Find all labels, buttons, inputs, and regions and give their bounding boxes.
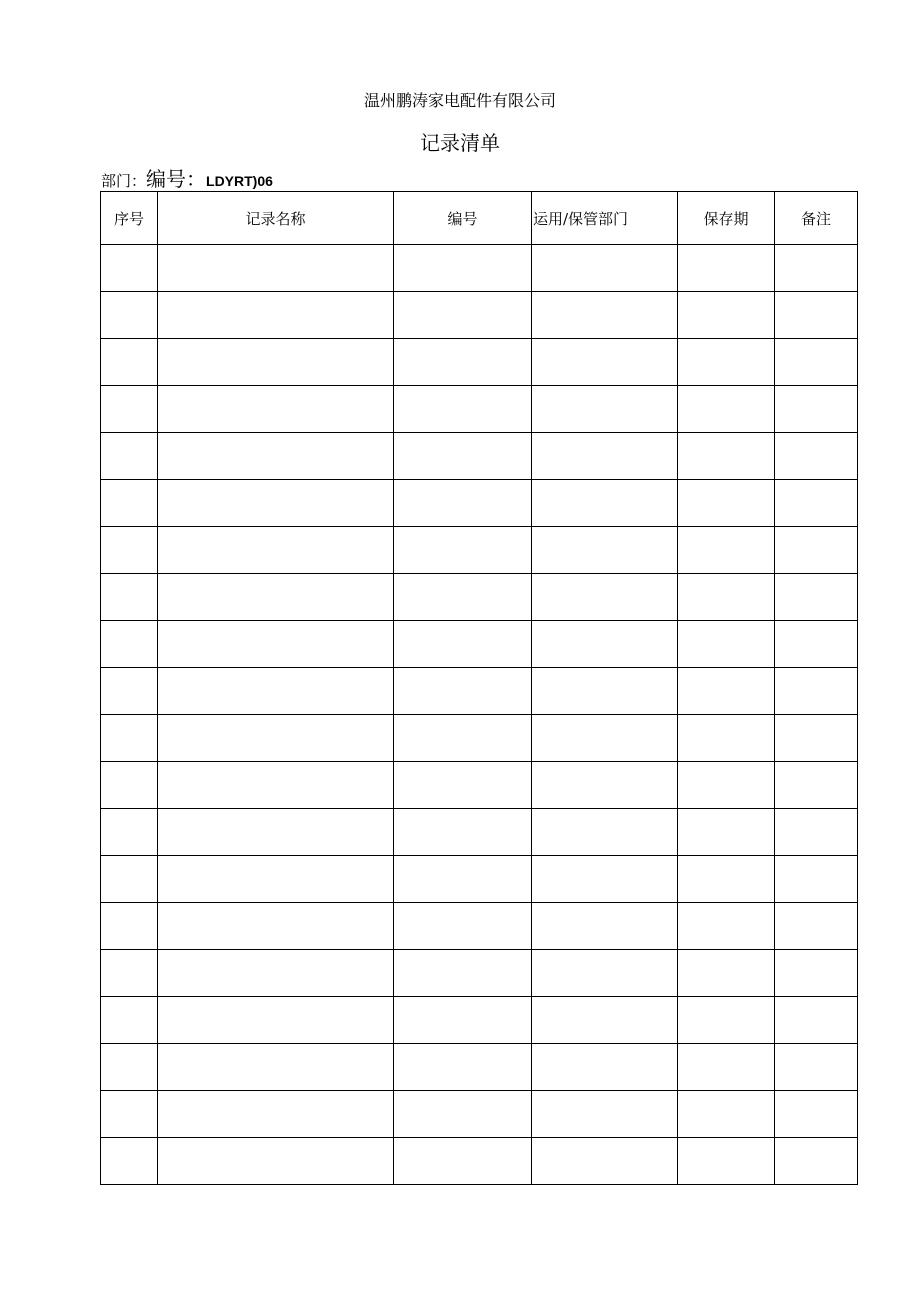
cell-record-name [158,574,394,621]
cell-retention [678,668,775,715]
cell-department [532,386,678,433]
cell-seq [101,1138,158,1185]
table-row [101,809,858,856]
cell-department [532,245,678,292]
cell-department [532,1044,678,1091]
cell-seq [101,245,158,292]
cell-remarks [775,762,858,809]
cell-retention [678,715,775,762]
cell-remarks [775,950,858,997]
cell-retention [678,245,775,292]
cell-record-name [158,715,394,762]
cell-department [532,292,678,339]
cell-code [394,574,532,621]
cell-department [532,433,678,480]
cell-record-name [158,809,394,856]
table-row [101,950,858,997]
cell-code [394,621,532,668]
cell-seq [101,997,158,1044]
cell-remarks [775,527,858,574]
cell-remarks [775,856,858,903]
code-value: LDYRT)06 [206,173,273,189]
cell-retention [678,809,775,856]
cell-retention [678,386,775,433]
column-header-remarks: 备注 [775,192,858,245]
cell-remarks [775,339,858,386]
cell-code [394,1091,532,1138]
cell-seq [101,574,158,621]
cell-code [394,339,532,386]
cell-department [532,480,678,527]
cell-code [394,903,532,950]
cell-retention [678,433,775,480]
cell-record-name [158,1044,394,1091]
cell-department [532,668,678,715]
cell-remarks [775,480,858,527]
cell-record-name [158,762,394,809]
cell-record-name [158,997,394,1044]
cell-remarks [775,292,858,339]
cell-seq [101,386,158,433]
cell-code [394,527,532,574]
cell-record-name [158,433,394,480]
column-header-record-name: 记录名称 [158,192,394,245]
table-row [101,715,858,762]
cell-code [394,856,532,903]
cell-record-name [158,527,394,574]
cell-department [532,1138,678,1185]
cell-code [394,245,532,292]
cell-retention [678,903,775,950]
cell-seq [101,480,158,527]
cell-code [394,386,532,433]
table-body [101,245,858,1185]
cell-seq [101,809,158,856]
cell-seq [101,950,158,997]
cell-retention [678,1091,775,1138]
cell-retention [678,762,775,809]
cell-code [394,809,532,856]
cell-seq [101,856,158,903]
cell-record-name [158,480,394,527]
document-title: 记录清单 [420,131,500,155]
cell-record-name [158,903,394,950]
cell-department [532,1091,678,1138]
cell-remarks [775,245,858,292]
cell-record-name [158,339,394,386]
cell-record-name [158,292,394,339]
table-row [101,1138,858,1185]
table-row [101,386,858,433]
cell-seq [101,527,158,574]
column-header-code: 编号 [394,192,532,245]
cell-record-name [158,1138,394,1185]
cell-seq [101,668,158,715]
cell-code [394,1044,532,1091]
cell-department [532,762,678,809]
cell-remarks [775,1044,858,1091]
cell-record-name [158,1091,394,1138]
table-row [101,997,858,1044]
cell-remarks [775,668,858,715]
cell-seq [101,715,158,762]
table-row [101,433,858,480]
table-row [101,527,858,574]
cell-code [394,762,532,809]
cell-remarks [775,433,858,480]
cell-department [532,997,678,1044]
cell-code [394,950,532,997]
table-row [101,1091,858,1138]
table-row [101,480,858,527]
cell-retention [678,856,775,903]
table-row [101,856,858,903]
cell-department [532,715,678,762]
cell-seq [101,762,158,809]
cell-remarks [775,809,858,856]
cell-remarks [775,903,858,950]
cell-code [394,292,532,339]
company-name: 温州鹏涛家电配件有限公司 [363,91,556,110]
cell-record-name [158,621,394,668]
cell-record-name [158,950,394,997]
table-row [101,668,858,715]
cell-code [394,433,532,480]
cell-code [394,715,532,762]
cell-code [394,480,532,527]
cell-seq [101,903,158,950]
cell-department [532,856,678,903]
column-header-retention: 保存期 [678,192,775,245]
cell-code [394,1138,532,1185]
cell-seq [101,621,158,668]
cell-department [532,621,678,668]
cell-seq [101,433,158,480]
table-row [101,903,858,950]
cell-record-name [158,386,394,433]
code-label: 编号： [146,167,207,191]
department-label: 部门： [101,172,147,190]
cell-retention [678,339,775,386]
cell-department [532,950,678,997]
cell-retention [678,574,775,621]
table-header-row [101,192,858,245]
table-row [101,292,858,339]
cell-record-name [158,245,394,292]
column-header-seq: 序号 [101,192,158,245]
table-row [101,339,858,386]
cell-retention [678,997,775,1044]
form-meta [101,166,273,194]
cell-retention [678,292,775,339]
cell-retention [678,527,775,574]
cell-department [532,574,678,621]
cell-remarks [775,997,858,1044]
cell-retention [678,1044,775,1091]
cell-remarks [775,386,858,433]
cell-remarks [775,621,858,668]
cell-department [532,903,678,950]
table-row [101,574,858,621]
table-row [101,762,858,809]
records-table [100,191,858,1185]
table-row [101,621,858,668]
cell-seq [101,339,158,386]
cell-retention [678,621,775,668]
table-row [101,1044,858,1091]
cell-department [532,527,678,574]
cell-remarks [775,574,858,621]
cell-record-name [158,668,394,715]
cell-seq [101,1091,158,1138]
table-row [101,245,858,292]
cell-code [394,668,532,715]
cell-remarks [775,715,858,762]
cell-record-name [158,856,394,903]
cell-retention [678,480,775,527]
cell-retention [678,1138,775,1185]
cell-seq [101,292,158,339]
cell-retention [678,950,775,997]
cell-department [532,339,678,386]
cell-remarks [775,1091,858,1138]
cell-remarks [775,1138,858,1185]
cell-department [532,809,678,856]
cell-code [394,997,532,1044]
cell-seq [101,1044,158,1091]
column-header-department: 运用/保管部门 [532,192,678,245]
